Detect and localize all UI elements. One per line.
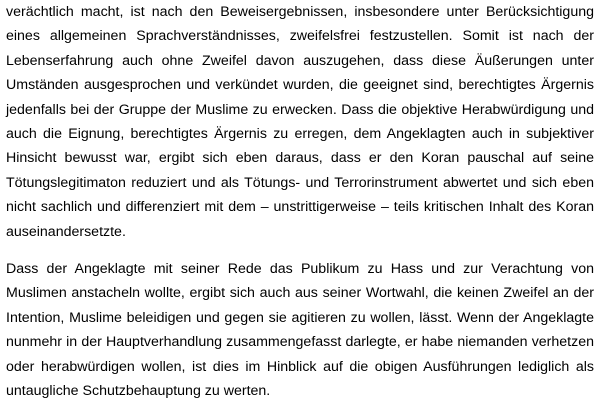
text-line: Intention, Muslime beleidigen und gegen sie agitieren zu wollen, lässt. Wenn der Angeklagte bbox=[6, 309, 594, 326]
text-line: Muslimen anstacheln wollte, ergibt sich auch aus seiner Wortwahl, die keinen Zweifel an der bbox=[6, 285, 594, 302]
text-line: nicht sachlich und differenziert mit dem – unstrittigerweise – teils kritischen Inhalt des Koran bbox=[6, 199, 594, 216]
text-line: auseinandersetzte. bbox=[6, 223, 126, 240]
text-line: jedenfalls bei der Gruppe der Muslime zu erwecken. Dass die objektive Herabwürdigung und bbox=[6, 101, 594, 118]
text-line: Hinsicht bewusst war, ergibt sich eben daraus, dass er den Koran pauschal auf seine bbox=[6, 150, 594, 167]
text-line: auch die Eignung, berechtigtes Ärgernis zu erregen, dem Angeklagten auch in subjektiver bbox=[6, 125, 594, 142]
paragraph-2 bbox=[6, 257, 594, 403]
text-line: Dass der Angeklagte mit seiner Rede das Publikum zu Hass und zur Verachtung von bbox=[6, 261, 594, 277]
text-line: Umständen ausgesprochen und verkündet wurden, die geeignet sind, berechtigtes Ärgernis bbox=[6, 77, 594, 94]
text-line: oder herabwürdigen wollen, ist dies im Hinblick auf die obigen Ausführungen lediglich als bbox=[6, 358, 594, 375]
text-line: verächtlich macht, ist nach den Beweisergebnissen, insbesondere unter Berücksichtigung bbox=[6, 4, 594, 20]
text-line: eines allgemeinen Sprachverständnisses, zweifelsfrei festzustellen. Somit ist nach der bbox=[6, 28, 594, 45]
paragraph-1 bbox=[6, 0, 594, 244]
text-line: untaugliche Schutzbehauptung zu werten. bbox=[6, 382, 271, 399]
text-line: nunmehr in der Hauptverhandlung zusammengefasst darlegte, er habe niemanden verhetzen bbox=[6, 334, 594, 351]
text-line: Tötungslegitimaton reduziert und als Tötungs- und Terrorinstrument abwertet und sich eben bbox=[6, 174, 594, 191]
text-line: Lebenserfahrung auch ohne Zweifel davon auszugehen, dass diese Äußerungen unter bbox=[6, 52, 594, 69]
